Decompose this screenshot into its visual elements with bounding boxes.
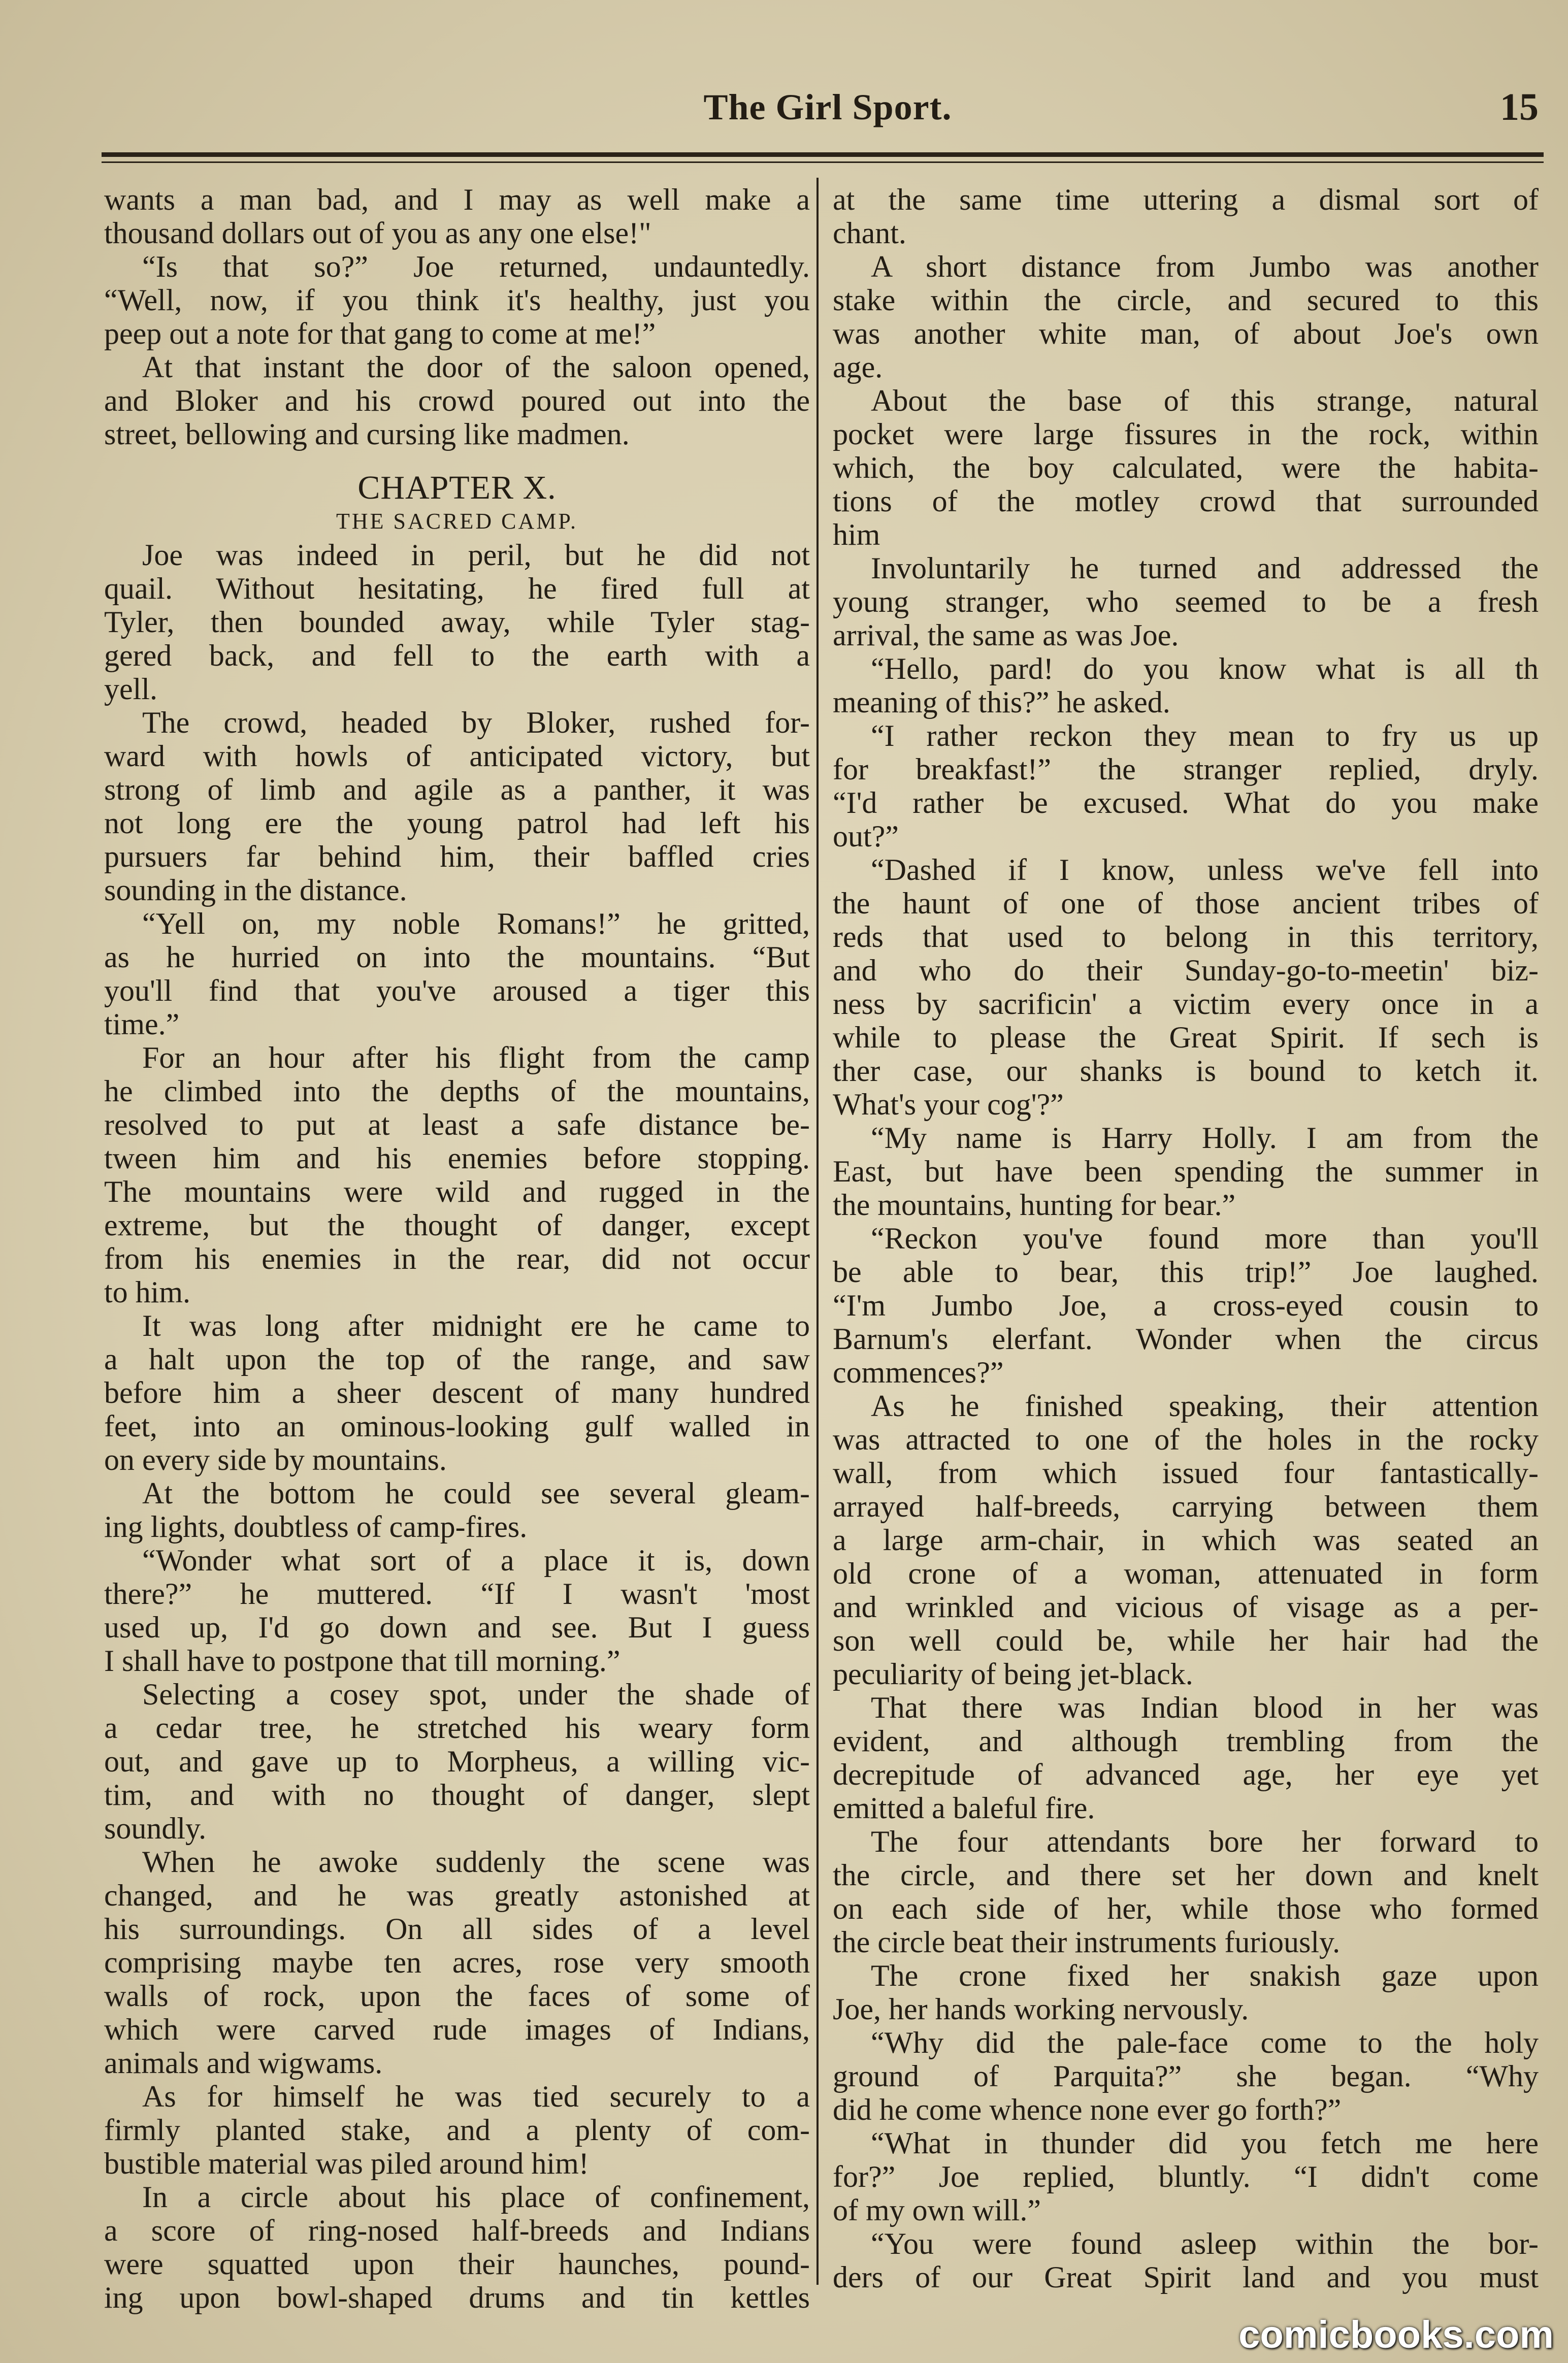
text-line: chant.	[833, 216, 906, 250]
text-line: not long ere the young patrol had left his	[104, 806, 810, 840]
text-line: ground of Parquita?” she began. “Why	[833, 2059, 1539, 2093]
text-line: him	[833, 518, 880, 551]
running-header-title: The Girl Sport.	[703, 87, 952, 127]
text-line: decrepitude of advanced age, her eye yet	[833, 1758, 1539, 1791]
text-line: young stranger, who seemed to be a fresh	[833, 585, 1539, 618]
text-line: When he awoke suddenly the scene was	[142, 1845, 810, 1879]
text-line: “Dashed if I know, unless we've fell into	[871, 853, 1539, 887]
text-line: ing upon bowl-shaped drums and tin kettles	[104, 2281, 810, 2314]
text-line: was another white man, of about Joe's own	[833, 317, 1539, 350]
text-line: At that instant the door of the saloon opened,	[142, 350, 810, 384]
text-line: “Hello, pard! do you know what is all th	[871, 652, 1539, 685]
text-line: soundly.	[104, 1812, 207, 1845]
text-line: out?”	[833, 819, 899, 853]
text-line: The four attendants bore her forward to	[871, 1825, 1539, 1858]
text-line: tween him and his enemies before stopping.	[104, 1141, 810, 1175]
text-line: of my own will.”	[833, 2193, 1041, 2227]
text-line: quail. Without hesitating, he fired full at	[104, 572, 810, 605]
text-line: used up, I'd go down and see. But I guess	[104, 1611, 810, 1644]
text-line: for breakfast!” the stranger replied, dryly.	[833, 752, 1539, 786]
text-line: out, and gave up to Morpheus, a willing vic-	[104, 1745, 810, 1778]
text-line: the mountains, hunting for bear.”	[833, 1188, 1236, 1222]
text-line: emitted a baleful fire.	[833, 1791, 1095, 1825]
text-line: to him.	[104, 1275, 191, 1309]
text-line: arrayed half-breeds, carrying between them	[833, 1490, 1539, 1523]
text-line: while to please the Great Spirit. If sech is	[833, 1021, 1539, 1054]
text-line: evident, and although trembling from the	[833, 1724, 1539, 1758]
text-line: meaning of this?” he asked.	[833, 685, 1170, 719]
text-line: About the base of this strange, natural	[871, 384, 1539, 417]
text-line: which were carved rude images of Indians,	[104, 2013, 810, 2046]
text-line: resolved to put at least a safe distance be-	[104, 1108, 810, 1141]
text-line: sounding in the distance.	[104, 873, 407, 907]
text-line: pursuers far behind him, their baffled cries	[104, 840, 810, 873]
text-line: walls of rock, upon the faces of some of	[104, 1979, 810, 2013]
text-line: peculiarity of being jet-black.	[833, 1657, 1193, 1691]
text-line: the circle, and there set her down and knelt	[833, 1858, 1539, 1892]
column-divider	[816, 178, 819, 2285]
text-line: a cedar tree, he stretched his weary form	[104, 1711, 810, 1745]
text-line: The crone fixed her snakish gaze upon	[871, 1959, 1539, 1992]
text-line: The crowd, headed by Bloker, rushed for-	[142, 706, 810, 739]
text-line: In a circle about his place of confinement,	[142, 2180, 810, 2214]
text-line: and wrinkled and vicious of visage as a per-	[833, 1590, 1539, 1624]
text-line: Involuntarily he turned and addressed the	[871, 551, 1539, 585]
text-line: which, the boy calculated, were the habita-	[833, 451, 1539, 484]
left-column	[104, 183, 810, 2346]
text-line: yell.	[104, 672, 157, 706]
text-line: I shall have to postpone that till morning.”	[104, 1644, 620, 1678]
text-line: A short distance from Jumbo was another	[871, 250, 1539, 283]
text-line: Joe, her hands working nervously.	[833, 1992, 1249, 2026]
text-line: thousand dollars out of you as any one else!"	[104, 216, 651, 250]
text-line: “My name is Harry Holly. I am from the	[871, 1121, 1539, 1155]
text-line: tim, and with no thought of danger, slept	[104, 1778, 810, 1812]
text-line: were squatted upon their haunches, pound-	[104, 2247, 810, 2281]
header-rule-thick	[102, 152, 1544, 157]
text-line: ther case, our shanks is bound to ketch it.	[833, 1054, 1539, 1088]
text-line: there?” he muttered. “If I wasn't 'most	[104, 1577, 810, 1611]
text-line: “What in thunder did you fetch me here	[871, 2126, 1539, 2160]
text-line: As for himself he was tied securely to a	[142, 2080, 810, 2113]
text-line: his surroundings. On all sides of a level	[104, 1912, 810, 1946]
text-line: tions of the motley crowd that surrounded	[833, 484, 1539, 518]
text-line: ness by sacrificin' a victim every once in a	[833, 987, 1539, 1021]
text-line: ward with howls of anticipated victory, but	[104, 739, 810, 773]
text-line: he climbed into the depths of the mountains,	[104, 1074, 810, 1108]
text-line: you'll find that you've aroused a tiger this	[104, 974, 810, 1007]
text-line: At the bottom he could see several gleam-	[142, 1476, 810, 1510]
text-line: street, bellowing and cursing like madmen.	[104, 417, 630, 451]
text-line: “Well, now, if you think it's healthy, just you	[104, 283, 810, 317]
text-line: son well could be, while her hair had the	[833, 1624, 1539, 1657]
text-line: feet, into an ominous-looking gulf walled in	[104, 1409, 810, 1443]
text-line: was attracted to one of the holes in the rocky	[833, 1423, 1539, 1456]
text-line: wants a man bad, and I may as well make a	[104, 183, 810, 216]
text-line: at the same time uttering a dismal sort of	[833, 183, 1539, 216]
site-watermark: comicbooks.com	[1238, 2313, 1554, 2356]
text-line: did he come whence none ever go forth?”	[833, 2093, 1342, 2126]
text-line: Selecting a cosey spot, under the shade of	[142, 1678, 810, 1711]
text-line: ders of our Great Spirit land and you must	[833, 2260, 1539, 2294]
text-line: “I'm Jumbo Joe, a cross-eyed cousin to	[833, 1289, 1539, 1322]
text-line: That there was Indian blood in her was	[871, 1691, 1539, 1724]
text-line: strong of limb and agile as a panther, it was	[104, 773, 810, 806]
text-line: reds that used to belong in this territory,	[833, 920, 1539, 954]
text-line: “I rather reckon they mean to fry us up	[871, 719, 1539, 752]
page-number: 15	[1500, 86, 1539, 128]
text-line: “Why did the pale-face come to the holy	[871, 2026, 1539, 2059]
text-line: “Reckon you've found more than you'll	[871, 1222, 1539, 1255]
text-line: gered back, and fell to the earth with a	[104, 639, 810, 672]
text-line: East, but have been spending the summer in	[833, 1155, 1539, 1188]
text-line: the circle beat their instruments furiously.	[833, 1925, 1341, 1959]
text-line: commences?”	[833, 1356, 1004, 1389]
text-line: a halt upon the top of the range, and saw	[104, 1342, 810, 1376]
text-line: Tyler, then bounded away, while Tyler stag-	[104, 605, 810, 639]
chapter-subtitle: THE SACRED CAMP.	[336, 509, 578, 534]
text-line: extreme, but the thought of danger, except	[104, 1208, 810, 1242]
text-line: a score of ring-nosed half-breeds and Indians	[104, 2214, 810, 2247]
text-line: age.	[833, 350, 883, 384]
right-column	[833, 183, 1539, 2346]
text-line: arrival, the same as was Joe.	[833, 618, 1179, 652]
text-line: and who do their Sunday-go-to-meetin' biz-	[833, 954, 1539, 987]
text-line: The mountains were wild and rugged in the	[104, 1175, 810, 1208]
text-line: for?” Joe replied, bluntly. “I didn't come	[833, 2160, 1539, 2193]
text-line: on every side by mountains.	[104, 1443, 447, 1476]
text-line: wall, from which issued four fantastically-	[833, 1456, 1539, 1490]
text-line: the haunt of one of those ancient tribes of	[833, 887, 1539, 920]
header-rule-thin	[102, 161, 1544, 163]
text-line: peep out a note for that gang to come at me!”	[104, 317, 656, 350]
text-line: old crone of a woman, attenuated in form	[833, 1557, 1539, 1590]
text-line: ing lights, doubtless of camp-fires.	[104, 1510, 528, 1544]
text-line: from his enemies in the rear, did not occur	[104, 1242, 810, 1275]
text-line: bustible material was piled around him!	[104, 2147, 589, 2180]
text-line: Barnum's elerfant. Wonder when the circus	[833, 1322, 1539, 1356]
text-line: as he hurried on into the mountains. “But	[104, 940, 810, 974]
text-line: As he finished speaking, their attention	[871, 1389, 1539, 1423]
text-line: a large arm-chair, in which was seated an	[833, 1523, 1539, 1557]
text-line: “Is that so?” Joe returned, undauntedly.	[142, 250, 810, 283]
text-line: “Wonder what sort of a place it is, down	[142, 1544, 810, 1577]
text-line: “Yell on, my noble Romans!” he gritted,	[142, 907, 810, 940]
text-line: pocket were large fissures in the rock, within	[833, 417, 1539, 451]
text-line: changed, and he was greatly astonished at	[104, 1879, 810, 1912]
text-line: Joe was indeed in peril, but he did not	[142, 538, 810, 572]
text-line: “You were found asleep within the bor-	[871, 2227, 1539, 2260]
text-line: It was long after midnight ere he came to	[142, 1309, 810, 1342]
text-line: time.”	[104, 1007, 180, 1041]
text-line: For an hour after his flight from the camp	[142, 1041, 810, 1074]
text-line: stake within the circle, and secured to this	[833, 283, 1539, 317]
text-line: “I'd rather be excused. What do you make	[833, 786, 1539, 819]
text-line: firmly planted stake, and a plenty of com-	[104, 2113, 810, 2147]
text-line: be able to bear, this trip!” Joe laughed.	[833, 1255, 1539, 1289]
text-line: before him a sheer descent of many hundred	[104, 1376, 810, 1409]
chapter-heading: CHAPTER X.	[357, 469, 557, 506]
text-line: on each side of her, while those who formed	[833, 1892, 1539, 1925]
text-line: and Bloker and his crowd poured out into the	[104, 384, 810, 417]
text-line: comprising maybe ten acres, rose very smooth	[104, 1946, 810, 1979]
text-line: What's your cog'?”	[833, 1088, 1064, 1121]
text-line: animals and wigwams.	[104, 2046, 383, 2080]
